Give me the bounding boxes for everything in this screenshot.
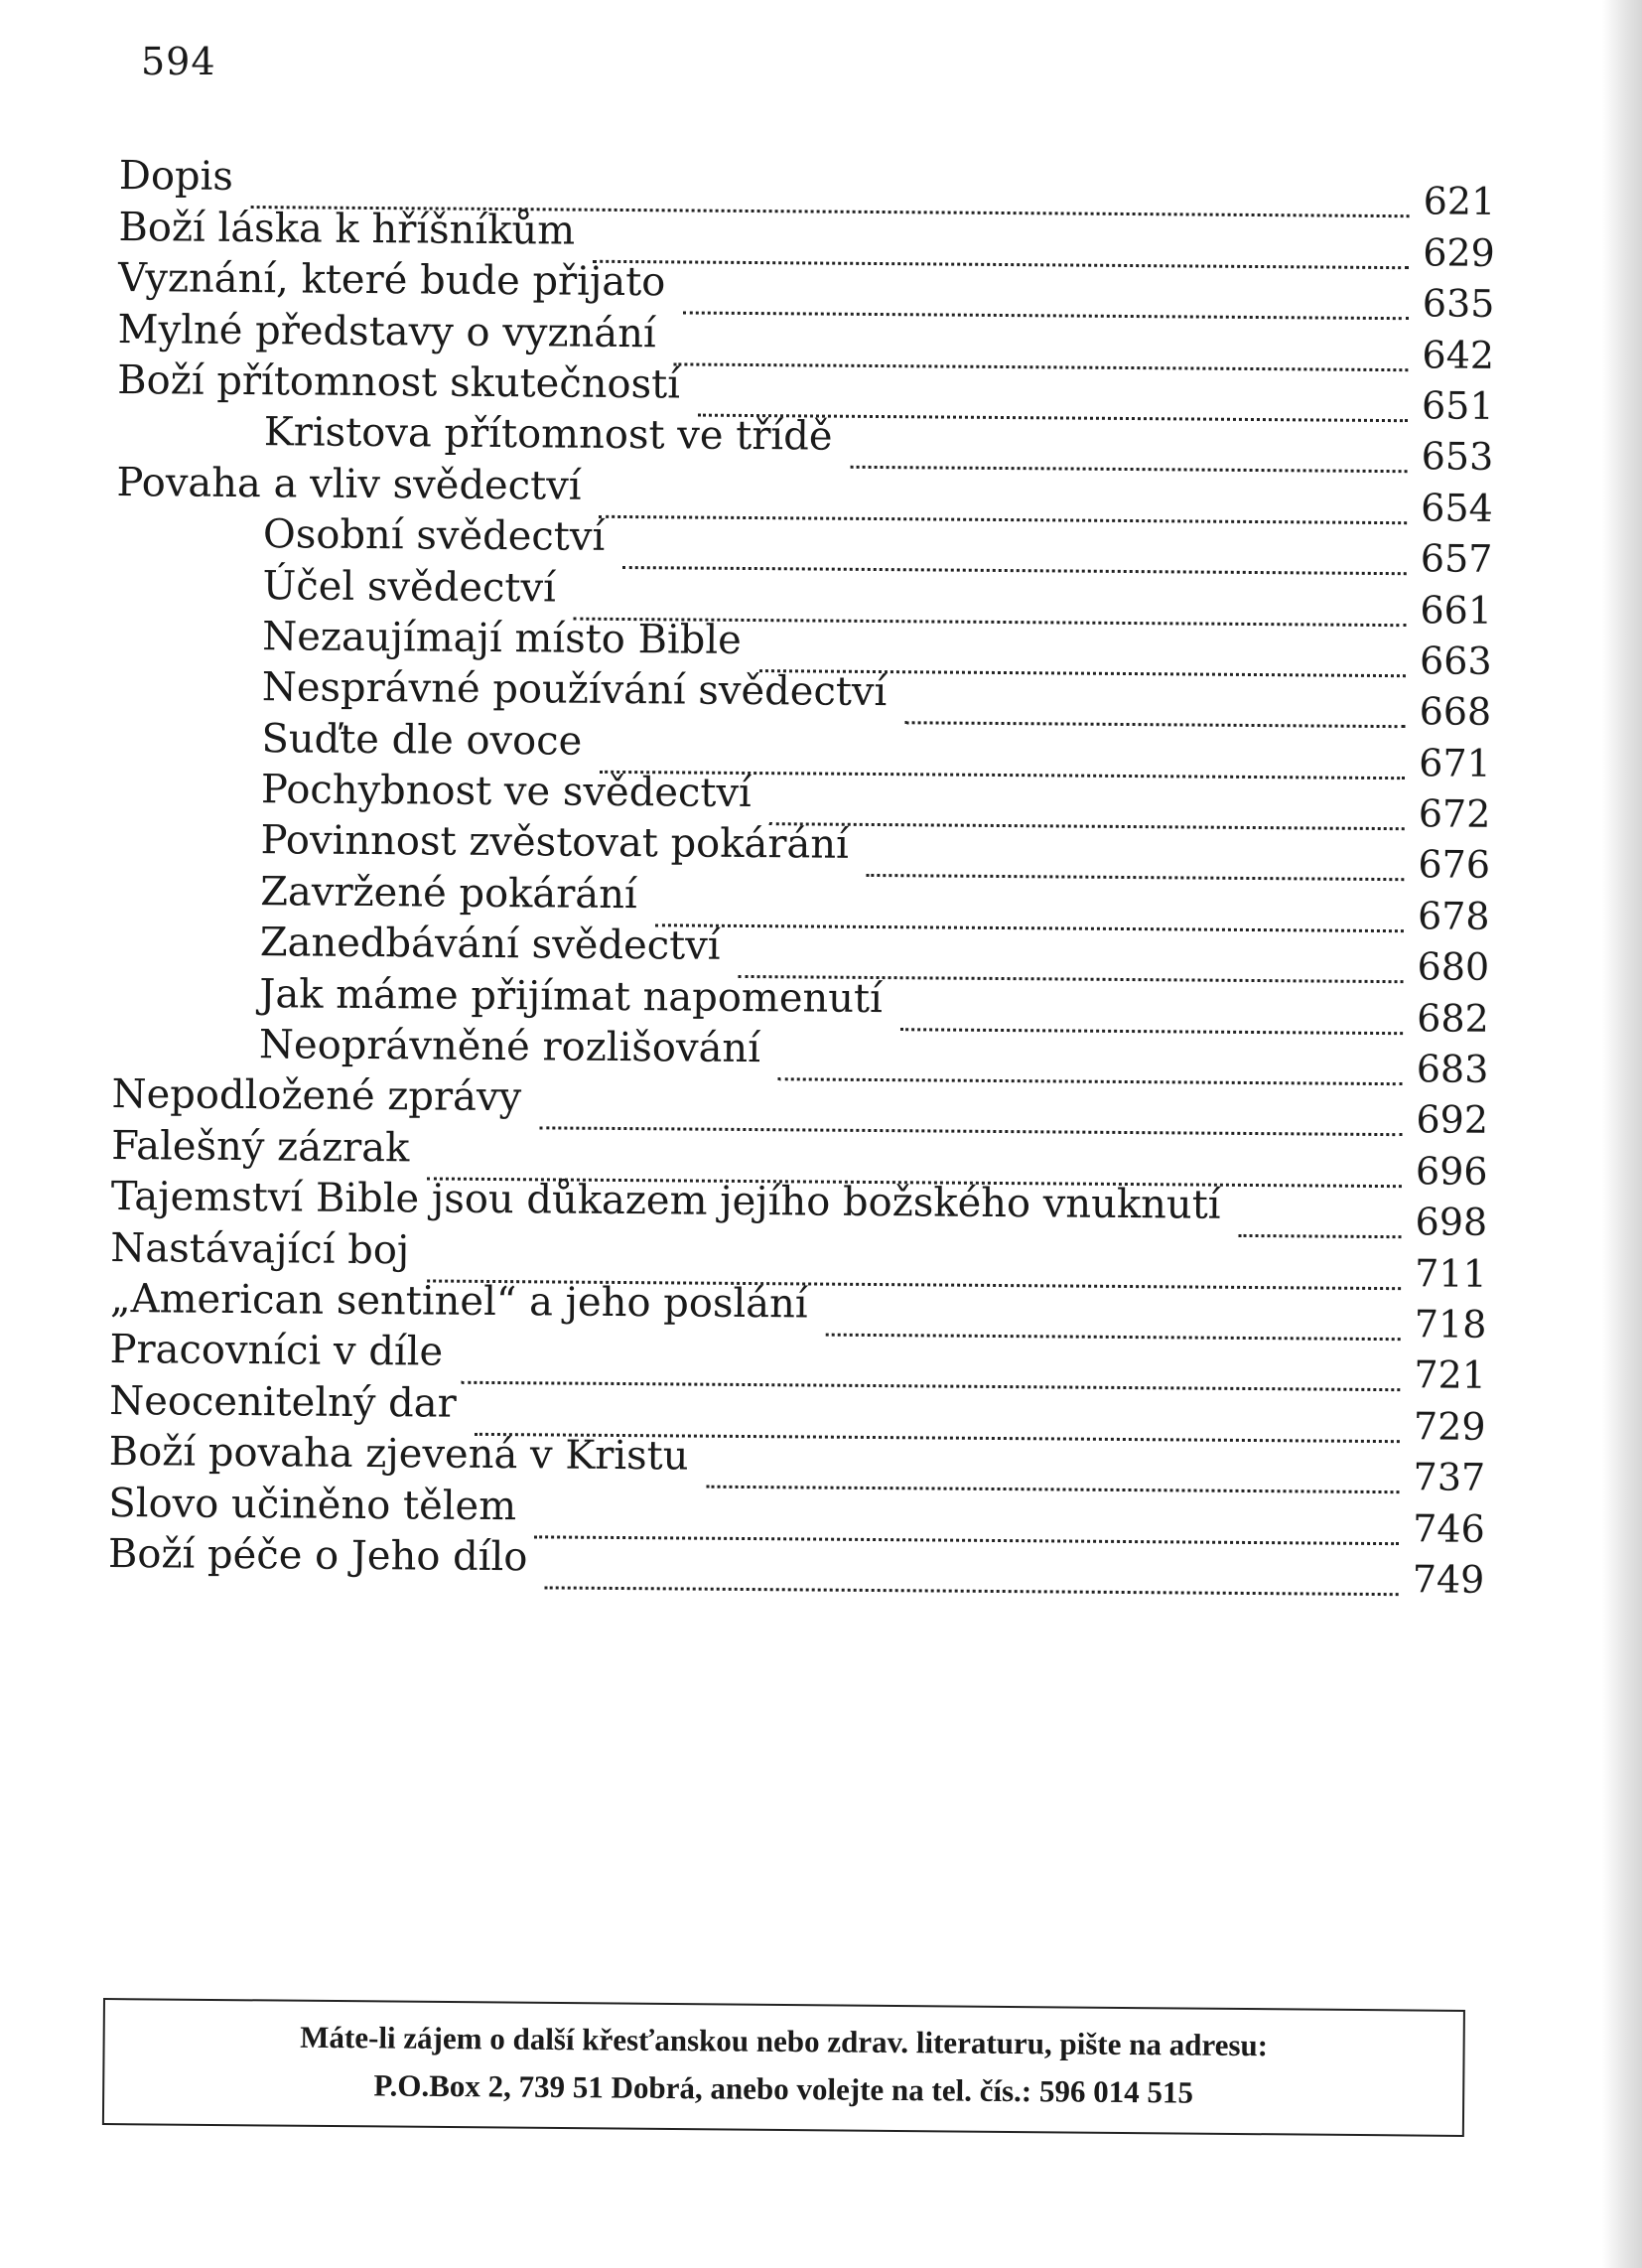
toc-entry-title: „American sentinel“ a jeho poslání [109,1275,808,1328]
toc-entry-title: Nastávající boj [110,1224,410,1273]
toc-entry-page: 663 [1419,638,1492,683]
toc-entry-page: 668 [1419,689,1492,735]
toc-entry-title: Povinnost zvěstovat pokárání [260,817,850,869]
notice-line-1: Máte-li zájem o další křesťanskou nebo zdrav. literaturu, pište na adresu: [300,2019,1269,2063]
toc-entry-title: Boží láska k hříšníkům [118,204,576,254]
toc-entry-page: 671 [1419,740,1491,785]
toc-entry-title: Dopis [118,153,234,201]
page-number: 594 [141,40,216,83]
toc-entry-title: Slovo učiněno tělem [108,1480,517,1529]
toc-entry-page: 629 [1423,230,1496,275]
toc-entry-page: 696 [1415,1149,1488,1194]
toc-entry-title: Neoprávněné rozlišování [258,1022,761,1072]
toc-entry-page: 653 [1421,434,1494,480]
toc-entry-page: 676 [1418,842,1491,888]
toc-entry-page: 657 [1420,536,1493,582]
dot-leader [545,1586,1399,1596]
page-edge-shadow [1602,0,1642,2268]
toc-entry-title: Zavržené pokárání [260,868,637,918]
toc-entry-title: Boží přítomnost skutečností [117,356,681,408]
toc-entry-page: 642 [1422,332,1495,377]
toc-entry-title: Nesprávné používání svědectví [261,664,888,716]
toc-entry-title: Boží povaha zjevená v Kristu [108,1429,689,1480]
toc-entry-title: Boží péče o Jeho dílo [107,1530,528,1581]
toc-entry-page: 654 [1421,486,1493,530]
toc-entry-title: Jak máme přijímat napomenutí [259,970,884,1022]
toc-entry-page: 651 [1421,383,1494,428]
toc-entry-page: 682 [1417,995,1489,1041]
toc-entry-title: Falešný zázrak [111,1122,410,1172]
toc-entry-page: 698 [1415,1200,1488,1245]
toc-entry-page: 621 [1423,179,1496,224]
toc-entry-page: 661 [1420,587,1493,633]
toc-entry-page: 746 [1413,1505,1485,1551]
notice-box [102,1998,1465,2137]
toc-entry-page: 729 [1413,1404,1486,1449]
toc-entry-title: Tajemství Bible jsou důkazem jejího božského vnuknutí [110,1174,1221,1228]
notice-line-2: P.O.Box 2, 739 51 Dobrá, anebo volejte na tel. čís.: 596 014 515 [373,2067,1194,2110]
toc-entry-title: Povaha a vliv svědectví [116,459,582,509]
toc-entry-page: 692 [1416,1097,1489,1143]
toc-entry-title: Kristova přítomnost ve třídě [263,409,833,460]
table-of-contents [107,153,1496,1602]
toc-entry-title: Suďte dle ovoce [261,715,583,765]
toc-entry-page: 711 [1415,1250,1487,1296]
toc-entry-title: Osobní svědectví [262,511,606,560]
toc-entry [107,1530,1485,1602]
dot-leader [1238,1234,1401,1238]
toc-entry-title: Nezaujímají místo Bible [262,614,743,663]
toc-entry-page: 635 [1422,281,1495,327]
toc-entry-page: 749 [1412,1557,1485,1602]
toc-entry-page: 672 [1418,791,1491,836]
toc-entry-title: Nepodložené zprávy [111,1071,522,1121]
toc-entry-page: 678 [1417,894,1490,938]
toc-entry-title: Vyznání, které bude přijato [117,255,666,306]
toc-entry-page: 680 [1417,944,1490,990]
toc-entry-title: Mylné představy o vyznání [117,306,656,356]
toc-entry-page: 683 [1416,1047,1489,1091]
toc-entry-page: 721 [1414,1352,1487,1398]
toc-entry-title: Pochybnost ve svědectví [260,767,753,817]
toc-entry-title: Účel svědectví [262,562,557,611]
toc-entry-title: Neocenitelný dar [108,1377,457,1427]
toc-entry-title: Zanedbávání svědectví [259,920,721,970]
toc-entry-page: 737 [1413,1455,1486,1500]
toc-entry-page: 718 [1414,1302,1487,1347]
toc-entry-title: Pracovníci v díle [109,1327,444,1375]
